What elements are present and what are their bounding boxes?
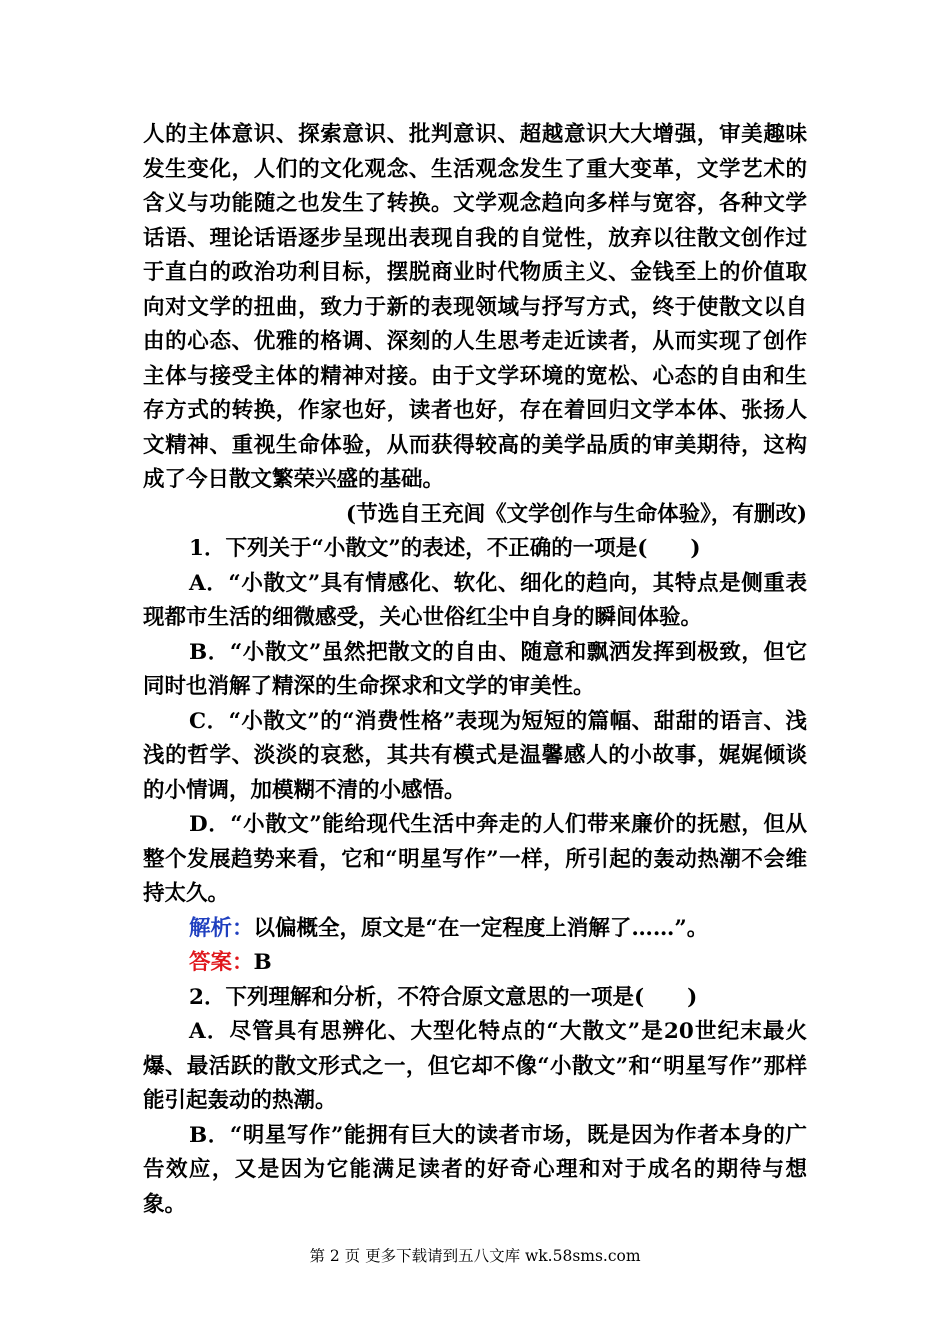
- question-1-analysis: [143, 912, 807, 947]
- passage-paragraph: 人的主体意识、探索意识、批判意识、超越意识大大增强，审美趣味发生变化，人们的文化观念、生活观念发生了重大变革，文学艺术的含义与功能随之也发生了转换。文学观念趋向多样与宽容，各种文学话语、理论话语逐步呈现出表现自我的自觉性，放弃以往散文创作过于直白的政治功利目标，摆脱商业时代物质主义、金钱至上的价值取向对文学的扭曲，致力于新的表现领域与抒写方式，终于使散文以自由的心态、优雅的格调、深刻的人生思考走近读者，从而实现了创作主体与接受主体的精神对接。由于文学环境的宽松、心态的自由和生存方式的转换，作家也好，读者也好，存在着回归文学本体、张扬人文精神、重视生命体验，从而获得较高的美学品质的审美期待，这构成了今日散文繁荣兴盛的基础。: [143, 122, 807, 492]
- page-footer: 第 2 页 更多下载请到五八文库 wk.58sms.com: [309, 1247, 641, 1265]
- answer-label: 答案：: [189, 950, 254, 975]
- question-1-option-a: A．“小散文”具有情感化、软化、细化的趋向，其特点是侧重表现都市生活的细微感受，关心世俗红尘中自身的瞬间体验。: [143, 570, 807, 630]
- question-1-stem: 1．下列关于“小散文”的表述，不正确的一项是( ): [189, 536, 701, 561]
- passage-source: (节选自王充闾《文学创作与生命体验》，有删改): [345, 501, 807, 527]
- question-1-answer: [143, 946, 807, 981]
- question-2-option-a: A．尽管具有思辨化、大型化特点的“大散文”是20世纪末最火爆、最活跃的散文形式之一，但它却不像“小散文”和“明星写作”那样能引起轰动的热潮。: [143, 1019, 807, 1113]
- analysis-text: 以偏概全，原文是“在一定程度上消解了……”。: [253, 915, 709, 941]
- answer-text: B: [253, 950, 272, 975]
- document-body: [143, 118, 807, 1222]
- question-1-option-d: D．“小散文”能给现代生活中奔走的人们带来廉价的抚慰，但从整个发展趋势来看，它和“明星写作”一样，所引起的轰动热潮不会维持太久。: [143, 812, 807, 906]
- question-2-stem: 2．下列理解和分析，不符合原文意思的一项是( ): [189, 984, 698, 1010]
- question-2-option-b: B．“明星写作”能拥有巨大的读者市场，既是因为作者本身的广告效应，又是因为它能满足读者的好奇心理和对于成名的期待与想象。: [143, 1122, 807, 1217]
- question-1-option-b: B．“小散文”虽然把散文的自由、随意和飘洒发挥到极致，但它同时也消解了精深的生命探求和文学的审美性。: [143, 639, 807, 699]
- analysis-label: 解析：: [189, 915, 254, 941]
- question-1-option-c: C．“小散文”的“消费性格”表现为短短的篇幅、甜甜的语言、浅浅的哲学、淡淡的哀愁，其共有模式是温馨感人的小故事，娓娓倾谈的小情调，加模糊不清的小感悟。: [143, 708, 807, 803]
